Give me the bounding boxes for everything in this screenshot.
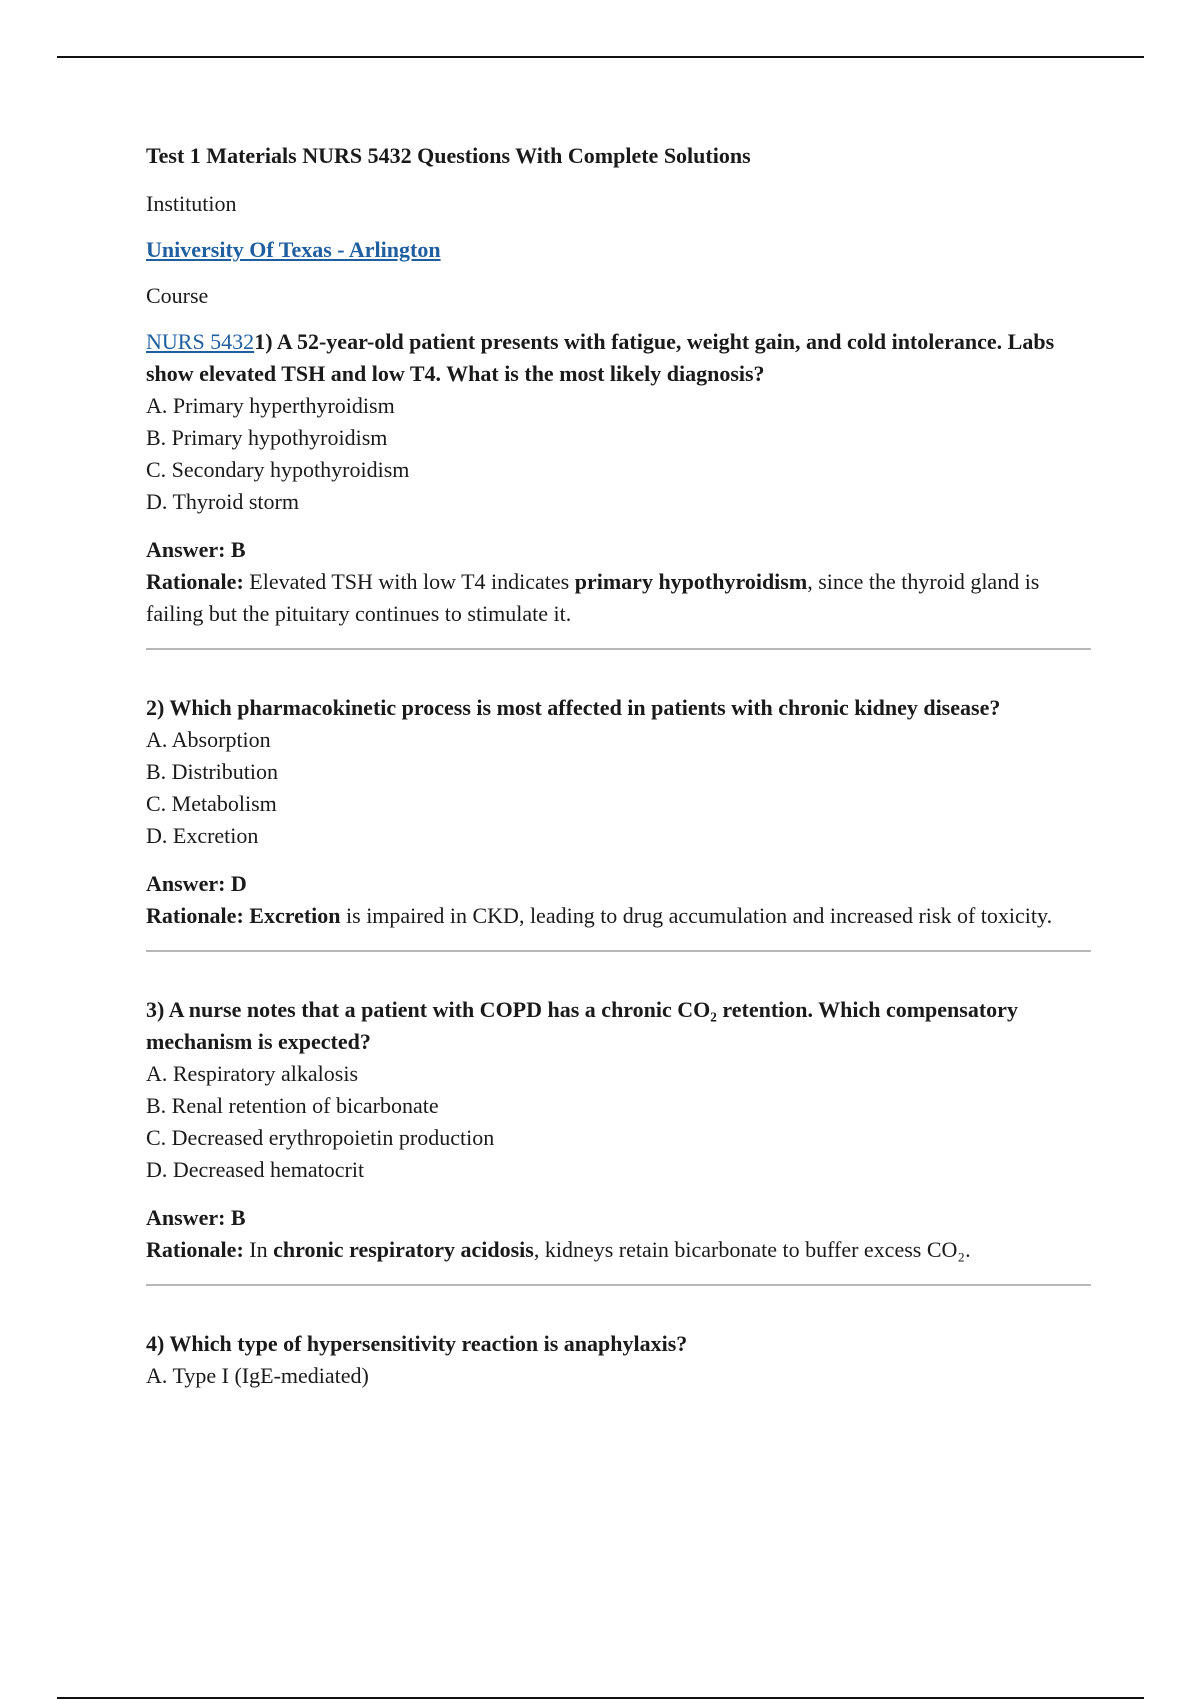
option-1a: A. Primary hyperthyroidism [146, 393, 395, 418]
option-list-2 [146, 724, 1091, 852]
rationale-pre-1: Elevated TSH with low T4 indicates [243, 569, 575, 594]
question-divider-2 [146, 950, 1091, 952]
answer-1: Answer: B [146, 537, 246, 562]
option-2b: B. Distribution [146, 759, 279, 784]
rationale-2 [146, 900, 1091, 932]
question-stem-1 [146, 326, 1091, 390]
option-2d: D. Excretion [146, 823, 259, 848]
option-1d: D. Thyroid storm [146, 489, 299, 514]
option-1c: C. Secondary hypothyroidism [146, 457, 410, 482]
option-list-4 [146, 1360, 1091, 1392]
question-stem-3: 3) A nurse notes that a patient with COPD has a chronic CO₂ retention. Which compensatory mechanism is expected? [146, 997, 1018, 1054]
question-block-1 [146, 326, 1091, 630]
document-title: Test 1 Materials NURS 5432 Questions With Complete Solutions [146, 143, 751, 168]
institution-label: Institution [146, 191, 237, 216]
option-3b: B. Renal retention of bicarbonate [146, 1093, 439, 1118]
question-block-3 [146, 994, 1091, 1266]
rationale-label-2: Rationale: [146, 903, 244, 928]
rationale-post-1: , since the thyroid gland is failing but the pituitary continues to stimulate it. [146, 569, 1040, 626]
option-3c: C. Decreased erythropoietin production [146, 1125, 495, 1150]
question-block-4 [146, 1328, 1091, 1392]
rationale-label-1: Rationale: [146, 569, 244, 594]
course-label: Course [146, 283, 209, 308]
answer-2: Answer: D [146, 871, 247, 896]
question-divider-1 [146, 648, 1091, 650]
question-text-1: 1) A 52-year-old patient presents with fatigue, weight gain, and cold intolerance. Labs show elevated TSH and low T4. What is the most likely diagnosis? [146, 329, 1055, 386]
rationale-key-3: chronic respiratory acidosis [273, 1237, 534, 1262]
rationale-post-3: , kidneys retain bicarbonate to buffer excess CO₂. [533, 1237, 971, 1262]
question-divider-3 [146, 1284, 1091, 1286]
option-list-3 [146, 1058, 1091, 1186]
rationale-post-2: is impaired in CKD, leading to drug accumulation and increased risk of toxicity. [340, 903, 1053, 928]
option-3a: A. Respiratory alkalosis [146, 1061, 359, 1086]
course-link[interactable]: NURS 5432 [146, 329, 255, 354]
option-4a: A. Type I (IgE-mediated) [146, 1363, 369, 1388]
institution-link-row [146, 234, 1091, 266]
option-2c: C. Metabolism [146, 791, 277, 816]
rationale-label-3: Rationale: [146, 1237, 244, 1262]
rationale-key-2: Excretion [249, 903, 341, 928]
question-stem-2: 2) Which pharmacokinetic process is most affected in patients with chronic kidney disease? [146, 695, 1001, 720]
rationale-3 [146, 1234, 1091, 1266]
option-1b: B. Primary hypothyroidism [146, 425, 388, 450]
question-stem-4: 4) Which type of hypersensitivity reaction is anaphylaxis? [146, 1331, 688, 1356]
institution-link[interactable]: University Of Texas - Arlington [146, 237, 441, 262]
page-bottom-rule [57, 1697, 1144, 1699]
rationale-key-1: primary hypothyroidism [574, 569, 808, 594]
rationale-1 [146, 566, 1091, 630]
question-block-2 [146, 692, 1091, 932]
rationale-pre-3: In [243, 1237, 274, 1262]
option-list-1 [146, 390, 1091, 518]
document-body [146, 140, 1091, 1392]
option-2a: A. Absorption [146, 727, 271, 752]
option-3d: D. Decreased hematocrit [146, 1157, 365, 1182]
answer-3: Answer: B [146, 1205, 246, 1230]
page-top-rule [57, 56, 1144, 58]
